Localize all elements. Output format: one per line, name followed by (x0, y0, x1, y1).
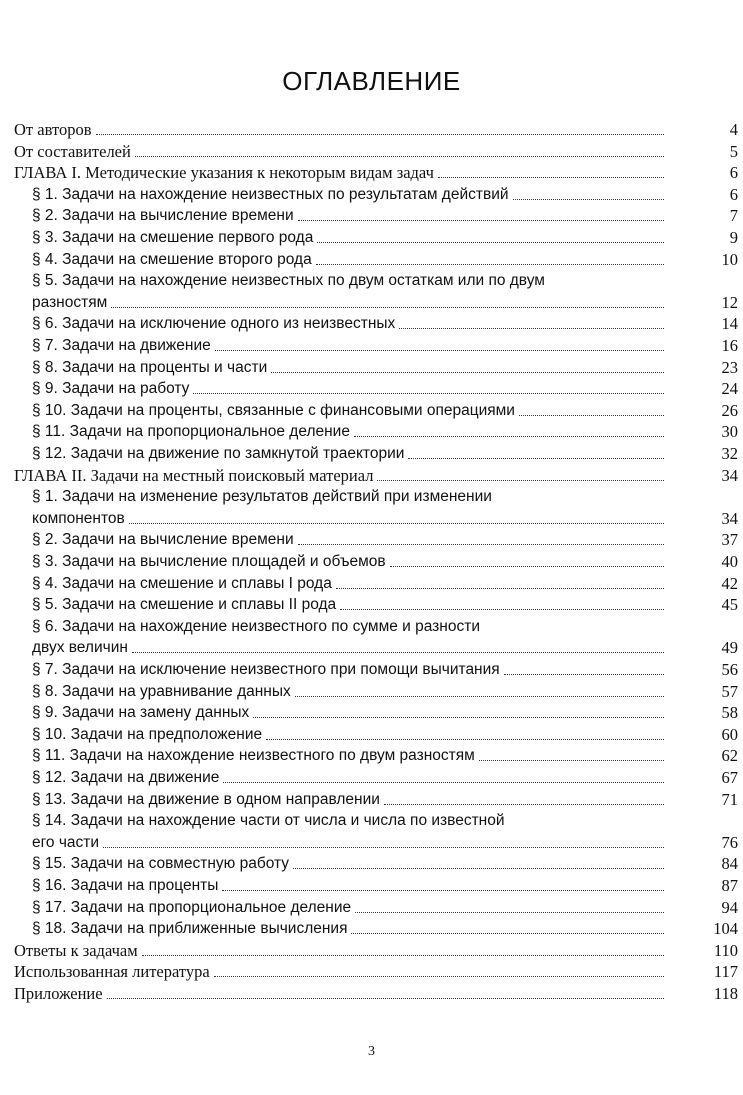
dot-leader (340, 609, 664, 610)
toc-entry-label: § 13. Задачи на движение в одном направлении (32, 791, 380, 808)
toc-entry-page: 9 (729, 228, 738, 247)
dot-leader (336, 588, 664, 589)
dot-leader (135, 156, 664, 157)
toc-entry-label: § 8. Задачи на уравнивание данных (32, 683, 291, 700)
toc-entry[interactable] (0, 701, 743, 723)
toc-entry-page: 6 (729, 185, 738, 204)
toc-entry[interactable] (0, 960, 743, 982)
toc-entry[interactable] (0, 507, 743, 529)
toc-entry-page: 118 (713, 984, 738, 1003)
dot-leader (222, 890, 664, 891)
toc-entry-label: § 4. Задачи на смешение второго рода (32, 251, 312, 268)
toc-entry-page: 30 (721, 422, 738, 441)
toc-entry-page: 71 (721, 790, 738, 809)
toc-entry-label: § 18. Задачи на приближенные вычисления (32, 920, 348, 937)
toc-entry[interactable] (0, 528, 743, 550)
toc-entry-label: § 2. Задачи на вычисление времени (32, 207, 294, 224)
toc-entry-line: § 6. Задачи на нахождение неизвестного по сумме и разности (32, 618, 480, 635)
toc-entry-label: § 17. Задачи на пропорциональное деление (32, 899, 352, 916)
toc-entry-label: Ответы к задачам (14, 941, 138, 960)
toc-entry-page: 84 (721, 854, 738, 873)
toc-entry-page: 56 (721, 660, 738, 679)
toc-entry-label: § 16. Задачи на проценты (32, 877, 219, 894)
toc-entry-page: 42 (721, 574, 738, 593)
dot-leader (390, 566, 664, 567)
toc-entry-page: 34 (721, 466, 738, 485)
toc-entry[interactable] (0, 766, 743, 788)
toc-entry-page: 6 (729, 163, 738, 182)
toc-entry-label: Приложение (14, 984, 103, 1003)
dot-leader (142, 955, 664, 956)
toc-entry-label: § 7. Задачи на движение (32, 337, 211, 354)
toc-entry-label: § 7. Задачи на исключение неизвестного при помощи вычитания (32, 661, 500, 678)
toc-entry[interactable] (0, 680, 743, 702)
dot-leader (351, 933, 664, 934)
toc-entry-label: Использованная литература (14, 962, 210, 981)
dot-leader (103, 847, 664, 848)
dot-leader (266, 739, 664, 740)
toc-entry[interactable] (0, 356, 743, 378)
toc-entry[interactable] (0, 572, 743, 594)
toc-entry-label: § 10. Задачи на проценты, связанные с финансовыми операциями (32, 402, 515, 419)
dot-leader (293, 868, 664, 869)
toc-entry-page: 4 (729, 120, 738, 139)
dot-leader (355, 912, 664, 913)
dot-leader (111, 307, 664, 308)
toc-entry-label: § 8. Задачи на проценты и части (32, 359, 268, 376)
toc-entry-page: 5 (729, 142, 738, 161)
dot-leader (295, 696, 664, 697)
dot-leader (399, 328, 664, 329)
dot-leader (298, 544, 664, 545)
toc-entry[interactable] (0, 852, 743, 874)
toc-entry-label: ГЛАВА I. Методические указания к некоторым видам задач (14, 163, 434, 182)
toc-entry-label: § 5. Задачи на смешение и сплавы II рода (32, 596, 337, 613)
toc-entry-page: 23 (721, 358, 738, 377)
toc-entry-page: 104 (713, 919, 738, 938)
toc-entry-page: 62 (721, 746, 738, 765)
toc-entry[interactable] (0, 874, 743, 896)
toc-entry-page: 37 (721, 530, 738, 549)
dot-leader (271, 372, 664, 373)
toc-entry[interactable] (0, 723, 743, 745)
toc-entry-label: От авторов (14, 120, 92, 139)
toc-entry-label: разностям (32, 294, 108, 311)
toc-entry[interactable] (0, 896, 743, 918)
toc-entry[interactable] (0, 377, 743, 399)
toc-entry-label: § 11. Задачи на нахождение неизвестного по двум разностям (32, 747, 475, 764)
toc-entry[interactable] (0, 744, 743, 766)
toc-entry[interactable] (0, 399, 743, 421)
toc-entry[interactable] (0, 204, 743, 226)
dot-leader (504, 674, 664, 675)
toc-entry-page: 12 (721, 293, 738, 312)
dot-leader (408, 458, 664, 459)
toc-entry-label: ГЛАВА II. Задачи на местный поисковый материал (14, 466, 374, 485)
toc-entry[interactable] (0, 982, 743, 1004)
toc-entry-label: компонентов (32, 510, 125, 527)
toc-entry[interactable] (0, 788, 743, 810)
dot-leader (96, 134, 665, 135)
toc-entry-label: § 6. Задачи на исключение одного из неизвестных (32, 315, 396, 332)
toc-entry-page: 49 (721, 638, 738, 657)
toc-entry-page: 34 (721, 509, 738, 528)
toc-entry[interactable] (0, 183, 743, 205)
toc-entry[interactable] (0, 636, 743, 658)
toc-entry-page: 45 (721, 595, 738, 614)
toc-entry-label: двух величин (32, 639, 128, 656)
toc-entry-label: § 12. Задачи на движение (32, 769, 220, 786)
dot-leader (107, 998, 664, 999)
dot-leader (298, 220, 664, 221)
toc-entry-page: 14 (721, 314, 738, 333)
toc-entry-page: 110 (713, 941, 738, 960)
toc-entry[interactable] (0, 334, 743, 356)
dot-leader (214, 976, 664, 977)
toc-entry-page: 117 (713, 962, 738, 981)
toc-entry-page: 32 (721, 444, 738, 463)
toc-entry-label: § 9. Задачи на замену данных (32, 704, 250, 721)
toc-entry-page: 76 (721, 833, 738, 852)
toc-entry[interactable] (0, 464, 743, 486)
toc-entry-page: 40 (721, 552, 738, 571)
toc-entry-label: § 3. Задачи на вычисление площадей и объемов (32, 553, 386, 570)
toc-entry-label: § 15. Задачи на совместную работу (32, 855, 290, 872)
toc-entry-line: § 14. Задачи на нахождение части от числа и числа по известной (32, 812, 505, 829)
toc-entry-label: § 12. Задачи на движение по замкнутой траектории (32, 445, 405, 462)
toc-entry-label: § 2. Задачи на вычисление времени (32, 531, 294, 548)
dot-leader (193, 393, 664, 394)
page-title: ОГЛАВЛЕНИЕ (282, 66, 461, 96)
toc-entry[interactable] (0, 658, 743, 680)
dot-leader (223, 782, 664, 783)
toc-entry-page: 87 (721, 876, 738, 895)
toc-entry[interactable] (0, 248, 743, 270)
dot-leader (513, 199, 664, 200)
dot-leader (215, 350, 664, 351)
toc-entry[interactable] (0, 550, 743, 572)
dot-leader (253, 717, 664, 718)
dot-leader (316, 264, 664, 265)
toc-entry[interactable] (0, 161, 743, 183)
toc-entry-page: 10 (721, 250, 738, 269)
dot-leader (317, 242, 664, 243)
toc-entry-page: 7 (729, 206, 738, 225)
toc-entry-page: 57 (721, 682, 738, 701)
toc-entry-label: § 10. Задачи на предположение (32, 726, 263, 743)
page-number: 3 (368, 1044, 375, 1059)
toc-entry-line: § 1. Задачи на изменение результатов действий при изменении (32, 488, 492, 505)
dot-leader (384, 804, 664, 805)
dot-leader (479, 760, 664, 761)
toc-entry[interactable] (0, 917, 743, 939)
dot-leader (132, 652, 664, 653)
toc-entry-page: 24 (721, 379, 738, 398)
dot-leader (519, 415, 664, 416)
toc-entry-label: § 4. Задачи на смешение и сплавы I рода (32, 575, 332, 592)
toc-entry[interactable] (0, 291, 743, 313)
toc-entry[interactable] (0, 593, 743, 615)
toc-entry-label: его части (32, 834, 100, 851)
toc-entry-label: § 11. Задачи на пропорциональное деление (32, 423, 350, 440)
toc-entry-page: 16 (721, 336, 738, 355)
toc-entry-label: § 1. Задачи на нахождение неизвестных по результатам действий (32, 186, 509, 203)
toc-entry-label: От составителей (14, 142, 131, 161)
toc-entry[interactable] (0, 118, 743, 140)
dot-leader (438, 177, 664, 178)
toc-entry[interactable] (0, 140, 743, 162)
dot-leader (129, 523, 664, 524)
toc-entry-page: 94 (721, 898, 738, 917)
toc-entry-page: 60 (721, 725, 738, 744)
toc-entry-label: § 3. Задачи на смешение первого рода (32, 229, 314, 246)
dot-leader (354, 436, 664, 437)
toc-entry[interactable] (0, 226, 743, 248)
dot-leader (377, 480, 664, 481)
toc-entry[interactable] (0, 442, 743, 464)
toc-entry[interactable] (0, 939, 743, 961)
toc-entry[interactable] (0, 312, 743, 334)
toc-entry[interactable] (0, 831, 743, 853)
toc-entry-page: 67 (721, 768, 738, 787)
toc-entry-page: 58 (721, 703, 738, 722)
toc-entry[interactable] (0, 420, 743, 442)
toc-entry-line: § 5. Задачи на нахождение неизвестных по двум остаткам или по двум (32, 272, 545, 289)
toc-entry-page: 26 (721, 401, 738, 420)
toc-entry-label: § 9. Задачи на работу (32, 380, 190, 397)
